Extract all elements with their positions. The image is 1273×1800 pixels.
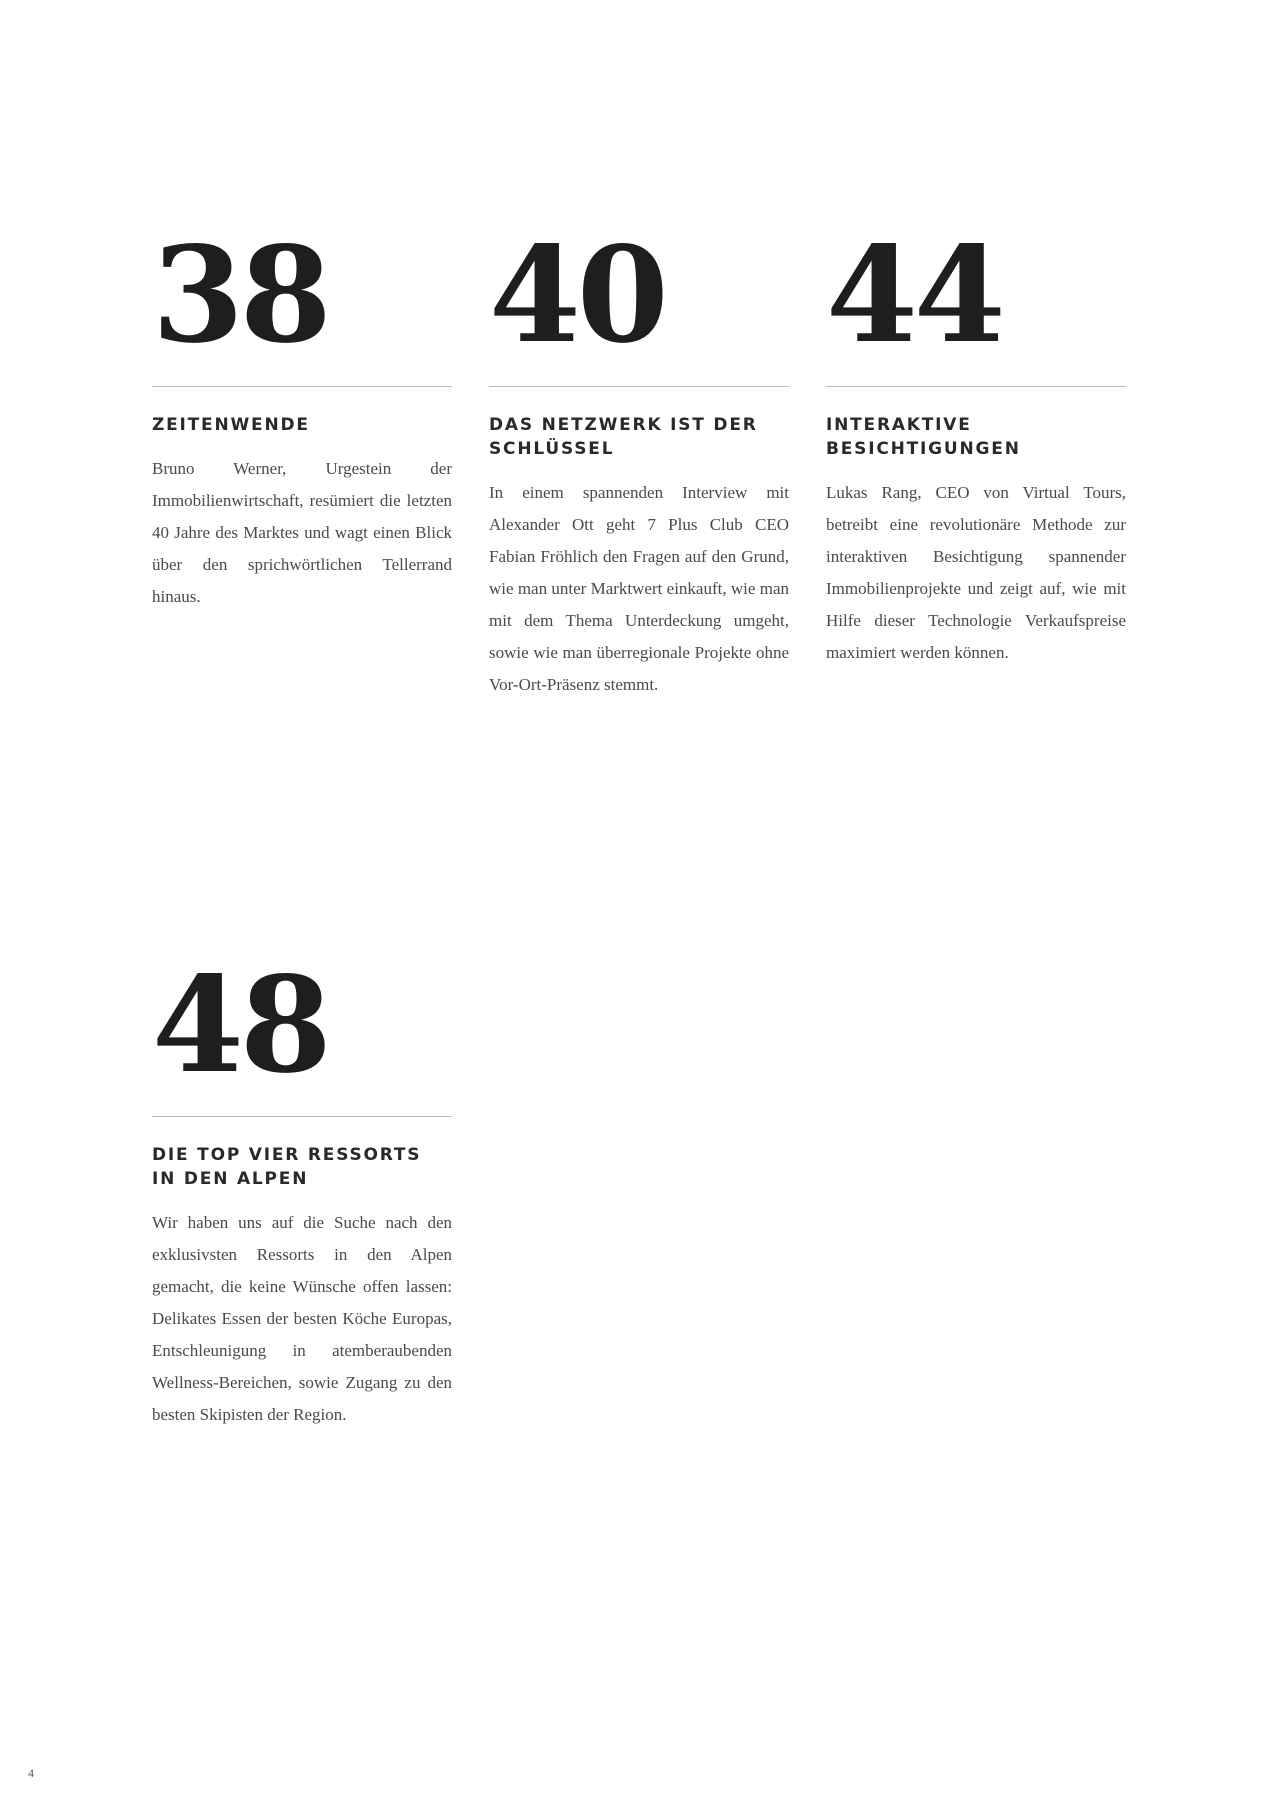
divider: [489, 386, 789, 387]
article-title: ZEITENWENDE: [152, 415, 310, 435]
toc-entry-48[interactable]: [152, 948, 452, 1431]
article-title: DAS NETZWERK IST DER SCHLÜSSEL: [489, 415, 758, 459]
toc-entry-38[interactable]: [152, 218, 452, 613]
article-teaser: Lukas Rang, CEO von Virtual Tours, betreibt eine revolutionäre Methode zur interaktiven Besichtigung spannender Immobilienprojekte und zeigt auf, wie mit Hilfe dieser Technologie Verkaufspreise maximiert werden können.: [826, 483, 1126, 662]
article-title: DIE TOP VIER RESSORTS IN DEN ALPEN: [152, 1145, 422, 1189]
toc-entry-44[interactable]: [826, 218, 1126, 669]
article-teaser: In einem spannenden Interview mit Alexander Ott geht 7 Plus Club CEO Fabian Fröhlich den Fragen auf den Grund, wie man unter Marktwert einkauft, wie man mit dem Thema Unterdeckung umgeht, sowie wie man überregionale Projekte ohne Vor-Ort-Präsenz stemmt.: [489, 483, 789, 694]
divider: [152, 386, 452, 387]
page-number-large: 40: [489, 218, 665, 373]
page-number-large: 44: [826, 218, 1002, 373]
page-number-large: 48: [152, 948, 328, 1103]
toc-entry-40[interactable]: [489, 218, 789, 701]
divider: [152, 1116, 452, 1117]
divider: [826, 386, 1126, 387]
page-number-large: 38: [152, 218, 328, 373]
article-title: INTERAKTIVE BESICHTIGUNGEN: [826, 415, 1021, 459]
page-footer-number: 4: [28, 1766, 34, 1780]
article-teaser: Bruno Werner, Urgestein der Immobilienwirtschaft, resümiert die letzten 40 Jahre des Marktes und wagt einen Blick über den sprichwörtlichen Tellerrand hinaus.: [152, 459, 452, 606]
article-teaser: Wir haben uns auf die Suche nach den exklusivsten Ressorts in den Alpen gemacht, die keine Wünsche offen lassen: Delikates Essen der besten Köche Europas, Entschleunigung in atemberaubenden Wellness-Bereichen, sowie Zugang zu den besten Skipisten der Region.: [152, 1213, 452, 1424]
